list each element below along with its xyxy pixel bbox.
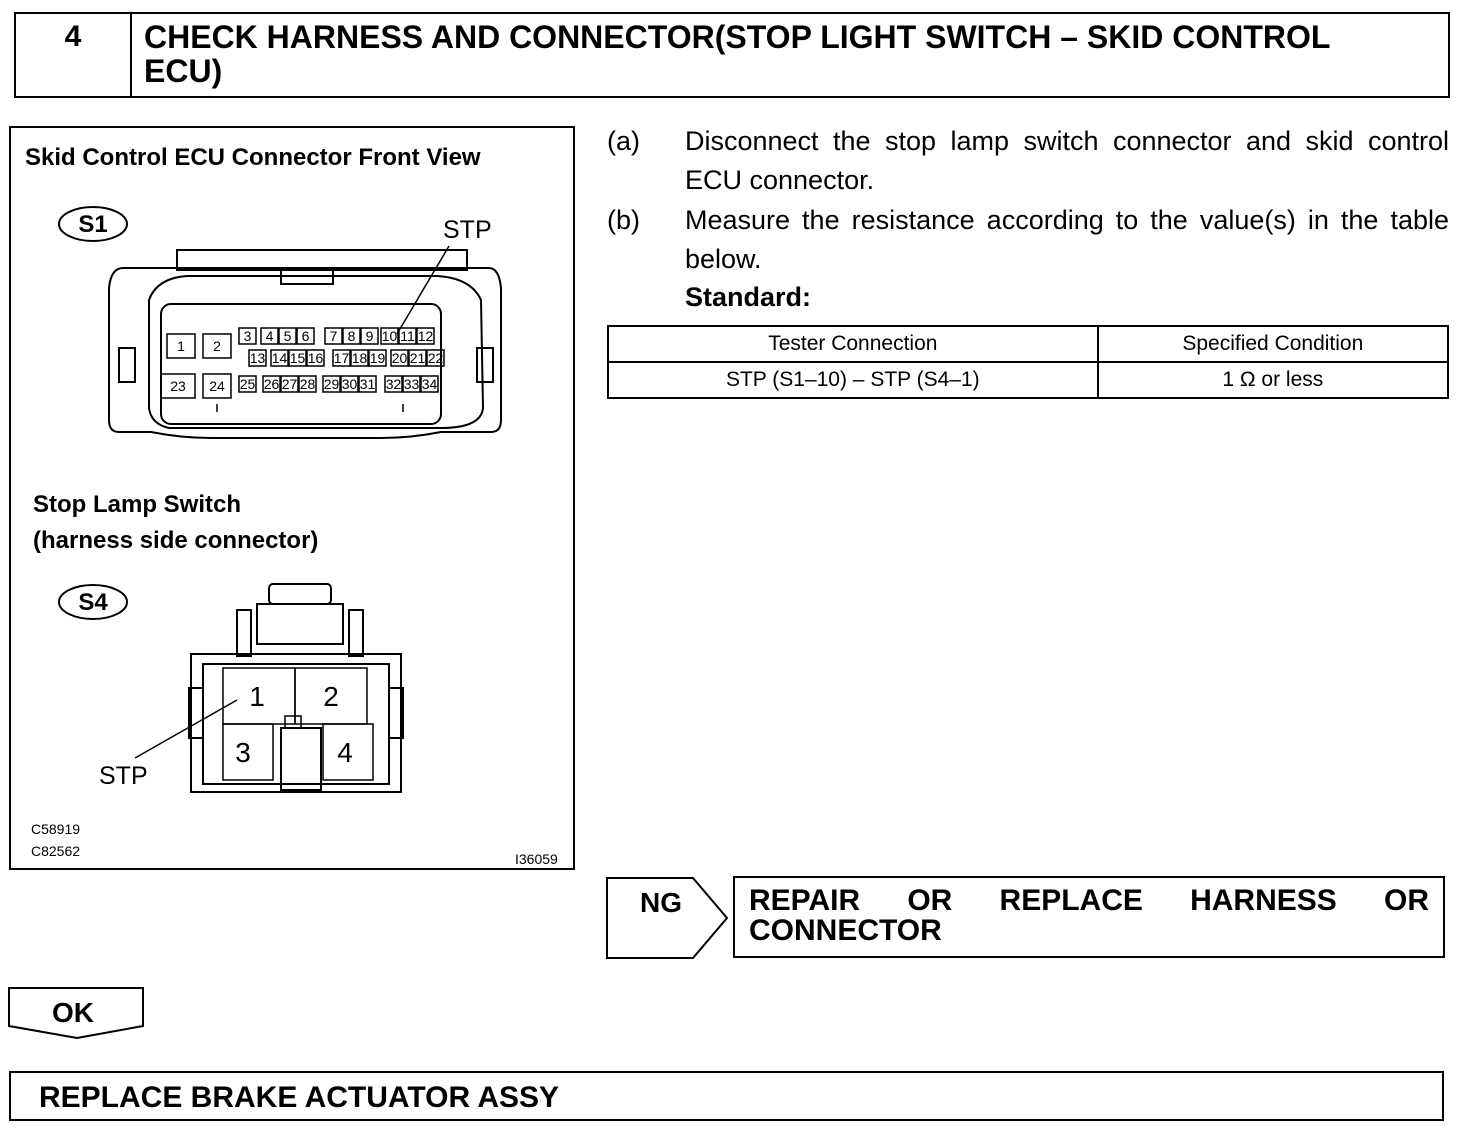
ecu-pin-24: 24 bbox=[209, 378, 225, 394]
instruction-a-label: (a) bbox=[607, 126, 640, 156]
switch-title-line2: (harness side connector) bbox=[33, 527, 319, 554]
ecu-pin-9: 9 bbox=[365, 328, 374, 344]
spec-cell-connection: STP (S1–10) – STP (S4–1) bbox=[608, 362, 1098, 398]
ecu-pin-25: 25 bbox=[239, 376, 256, 392]
ecu-pin-2: 2 bbox=[213, 338, 221, 354]
ecu-pin-5: 5 bbox=[283, 328, 292, 344]
ecu-pin-28: 28 bbox=[299, 376, 316, 392]
step-title: CHECK HARNESS AND CONNECTOR(STOP LIGHT SWITCH – SKID CONTROL ECU) bbox=[144, 19, 1330, 89]
ecu-pin-16: 16 bbox=[307, 350, 324, 366]
ecu-pin-1: 1 bbox=[177, 338, 185, 354]
figure-code-1: C58919 bbox=[31, 821, 81, 837]
ecu-pin-13: 13 bbox=[249, 350, 266, 366]
switch-pins bbox=[223, 668, 373, 780]
spec-header-tester: Tester Connection bbox=[608, 326, 1098, 362]
ecu-pin-33: 33 bbox=[403, 376, 420, 392]
spec-table-header bbox=[608, 326, 1448, 362]
ng-action-text: REPAIR OR REPLACE HARNESS OR CONNECTOR bbox=[749, 884, 1429, 947]
ecu-pin-23: 23 bbox=[170, 378, 186, 394]
ecu-pin-8: 8 bbox=[347, 328, 356, 344]
ecu-pin-31: 31 bbox=[359, 376, 376, 392]
step-header bbox=[14, 12, 1450, 98]
ng-action-box bbox=[733, 876, 1445, 958]
instruction-b bbox=[607, 201, 1449, 281]
ecu-pin-4: 4 bbox=[265, 328, 274, 344]
ecu-pin-18: 18 bbox=[351, 350, 368, 366]
switch-connector-body bbox=[189, 584, 403, 792]
switch-pin-4: 4 bbox=[337, 737, 353, 768]
final-action-text: REPLACE BRAKE ACTUATOR ASSY bbox=[39, 1081, 560, 1114]
ng-arrow bbox=[605, 876, 731, 960]
instruction-b-label: (b) bbox=[607, 205, 640, 235]
ecu-pin-11: 11 bbox=[400, 328, 415, 344]
ecu-pin-34: 34 bbox=[421, 376, 438, 392]
instruction-a-text: Disconnect the stop lamp switch connector and skid control ECU connector. bbox=[685, 126, 1449, 195]
ecu-pin-12: 12 bbox=[417, 328, 434, 344]
ecu-pin-29: 29 bbox=[323, 376, 340, 392]
ecu-pin-22: 22 bbox=[427, 350, 444, 366]
instruction-a bbox=[607, 122, 1449, 202]
ecu-pin-32: 32 bbox=[385, 376, 402, 392]
step-number: 4 bbox=[16, 14, 132, 96]
spec-header-condition: Specified Condition bbox=[1098, 326, 1448, 362]
figure-code-2: C82562 bbox=[31, 843, 81, 859]
ecu-pin-3: 3 bbox=[243, 328, 252, 344]
ecu-pin-30: 30 bbox=[341, 376, 358, 392]
ecu-pin-17: 17 bbox=[333, 350, 350, 366]
ecu-pin-15: 15 bbox=[289, 350, 306, 366]
ecu-view-title: Skid Control ECU Connector Front View bbox=[25, 144, 481, 171]
ecu-pin-7: 7 bbox=[329, 328, 338, 344]
stp-label-bottom: STP bbox=[99, 762, 148, 790]
ecu-pin-27: 27 bbox=[281, 376, 298, 392]
switch-pin-2: 2 bbox=[323, 681, 339, 712]
figure-code-3: I36059 bbox=[515, 851, 558, 867]
ecu-pin-26: 26 bbox=[263, 376, 280, 392]
connector-figure bbox=[9, 126, 575, 870]
instruction-b-text: Measure the resistance according to the value(s) in the table below. bbox=[685, 205, 1449, 274]
ecu-pin-14: 14 bbox=[271, 350, 288, 366]
ecu-pin-21: 21 bbox=[409, 350, 426, 366]
ecu-pin-19: 19 bbox=[369, 350, 386, 366]
switch-title-line1: Stop Lamp Switch bbox=[33, 491, 242, 518]
ecu-pin-10: 10 bbox=[381, 328, 398, 344]
switch-pin-3: 3 bbox=[235, 737, 251, 768]
table-row bbox=[608, 362, 1448, 398]
ok-arrow bbox=[7, 986, 147, 1042]
connector-diagram bbox=[11, 128, 577, 872]
ecu-pin-20: 20 bbox=[391, 350, 408, 366]
spec-cell-condition: 1 Ω or less bbox=[1098, 362, 1448, 398]
switch-pin-1: 1 bbox=[249, 681, 265, 712]
ecu-pin-6: 6 bbox=[301, 328, 310, 344]
spec-table bbox=[607, 325, 1449, 399]
stp-label-top: STP bbox=[443, 216, 492, 244]
standard-label: Standard: bbox=[685, 282, 812, 312]
final-action-box bbox=[9, 1071, 1444, 1121]
ok-label: OK bbox=[52, 997, 94, 1028]
ng-label: NG bbox=[640, 887, 682, 918]
s1-label: S1 bbox=[78, 211, 108, 238]
stp-leader-bottom bbox=[135, 700, 237, 758]
s4-label: S4 bbox=[78, 589, 108, 616]
